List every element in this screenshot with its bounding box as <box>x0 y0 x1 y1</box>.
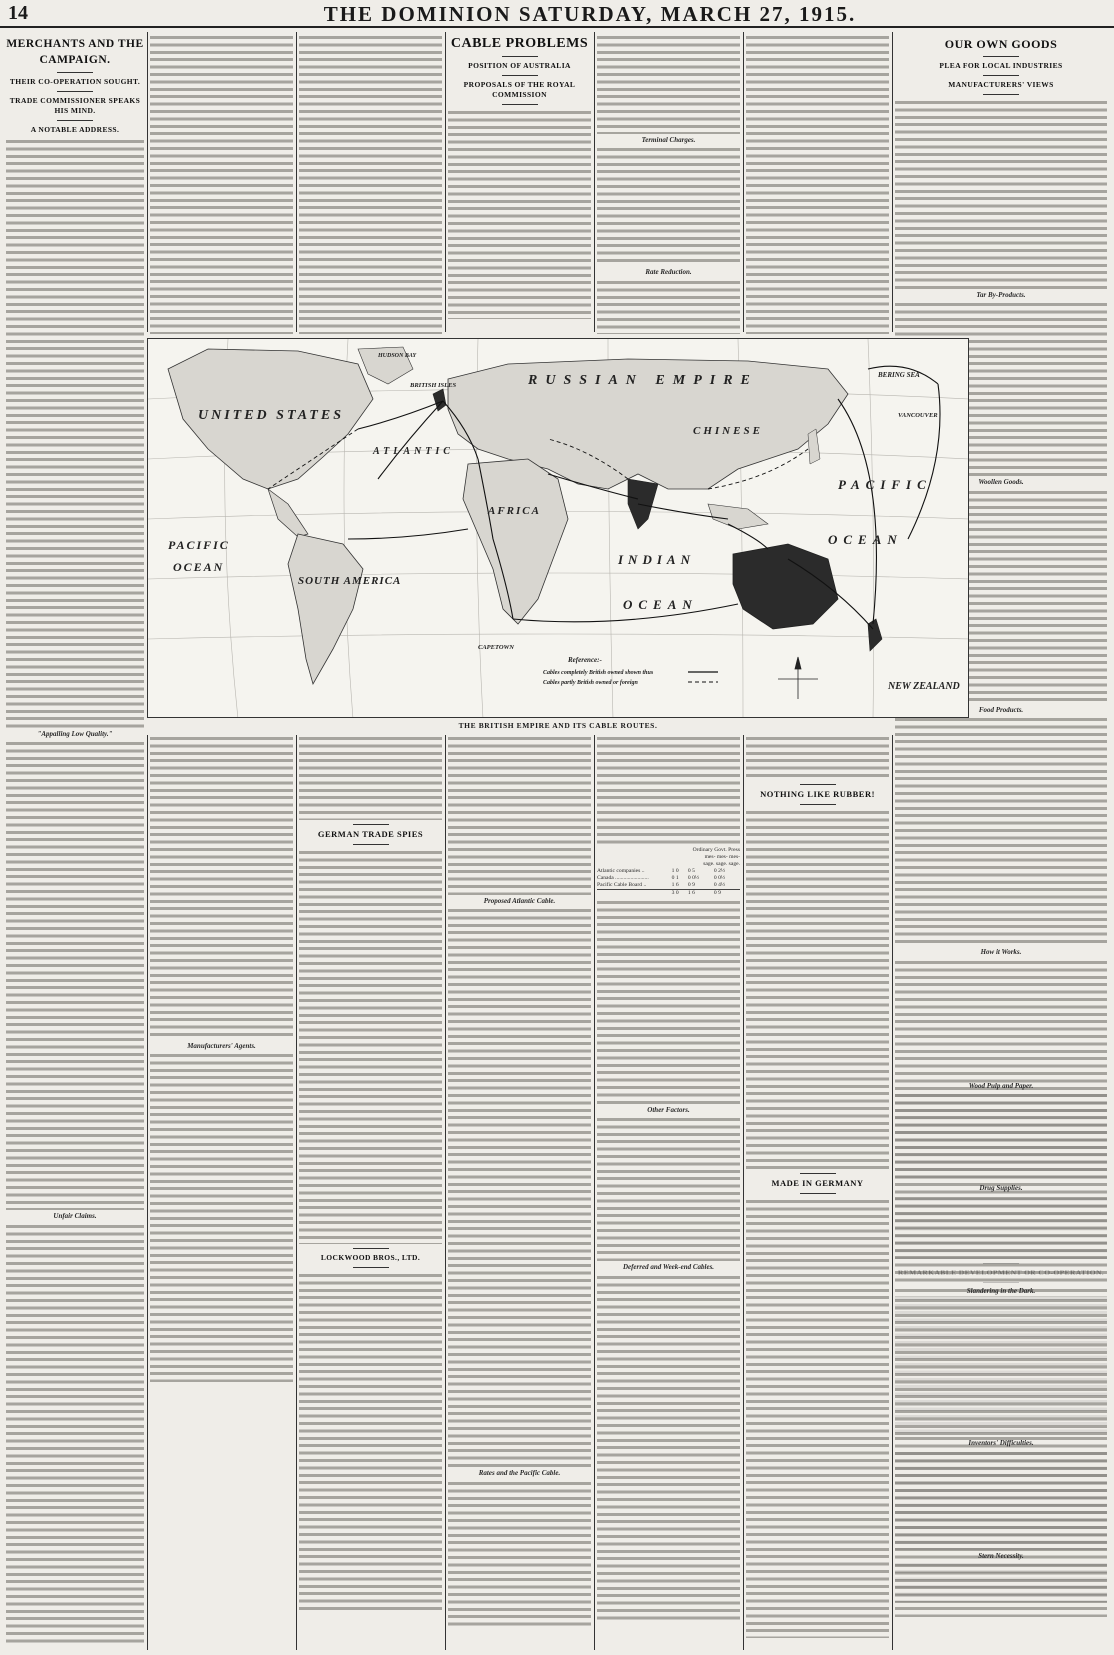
article-body <box>597 899 740 1104</box>
article-body <box>597 34 740 134</box>
subhead-woollen: Woollen Goods. <box>978 478 1024 487</box>
subhead-stern: Stern Necessity. <box>978 1551 1024 1560</box>
cable-rates-table <box>597 847 740 897</box>
map-graphic <box>148 339 969 718</box>
article-body <box>299 1272 442 1612</box>
deck-merchants-2: TRADE COMMISSIONER SPEAKS HIS MIND. <box>9 96 141 115</box>
headline-goods: OUR OWN GOODS <box>944 37 1058 51</box>
map-label-british-isles: BRITISH ISLES <box>410 382 457 389</box>
table-row <box>597 875 740 882</box>
subhead-proposed: Proposed Atlantic Cable. <box>483 897 556 905</box>
column-lower-5 <box>597 735 740 1650</box>
column-rule <box>594 32 595 332</box>
map-label-africa: AFRICA <box>488 505 541 517</box>
table-cell: 1 6 <box>671 882 679 888</box>
divider <box>353 844 389 845</box>
table-cell: 0 1 <box>671 875 679 881</box>
article-body <box>746 809 889 1169</box>
divider <box>353 1267 389 1268</box>
column-lower-6 <box>746 735 889 1650</box>
table-header: sage. sage. sage. <box>703 861 740 867</box>
subhead-appalling: "Appalling Low Quality." <box>37 730 113 738</box>
deck-merchants-1: THEIR CO-OPERATION SOUGHT. <box>9 77 141 86</box>
map-label-russian-empire: RUSSIAN EMPIRE <box>528 373 758 388</box>
map-label-chinese: CHINESE <box>693 425 763 437</box>
divider <box>57 120 93 121</box>
table-cell: Atlantic companies .. <box>597 868 645 874</box>
article-body <box>895 99 1107 289</box>
divider <box>983 94 1019 95</box>
masthead <box>0 0 1114 28</box>
headline-made-in-germany: MADE IN GERMANY <box>771 1178 864 1188</box>
column-goods-lower <box>895 1080 1107 1640</box>
column-merchants-cont <box>150 34 293 334</box>
column-rule <box>445 32 446 332</box>
column-rule <box>892 32 893 332</box>
headline-merchants: MERCHANTS AND THE CAMPAIGN. <box>6 38 144 66</box>
map-label-south-america: SOUTH AMERICA <box>298 575 402 587</box>
divider <box>353 1248 389 1249</box>
article-body <box>895 1092 1107 1182</box>
table-cell: Pacific Cable Board .. <box>597 882 647 888</box>
column-cable-cont2 <box>746 34 889 334</box>
column-cable-cont <box>597 34 740 334</box>
divider <box>502 104 538 105</box>
subhead-manufacturers: Manufacturers' Agents. <box>187 1042 256 1050</box>
map-caption: THE BRITISH EMPIRE AND ITS CABLE ROUTES. <box>458 721 658 730</box>
article-body <box>597 146 740 266</box>
map-label-pacific-right: PACIFIC <box>838 477 932 492</box>
subhead-food: Food Products. <box>978 705 1024 714</box>
subhead-inventors: Inventors' Difficulties. <box>968 1439 1034 1448</box>
article-body <box>895 716 1107 946</box>
divider <box>353 824 389 825</box>
divider <box>800 804 836 805</box>
table-header: Ordinary Govt. Press <box>692 847 740 853</box>
legend-british-owned: Cables completely British owned shown thus <box>543 670 654 676</box>
cable-routes-map <box>147 338 969 718</box>
divider <box>502 56 538 57</box>
deck-merchants-3: A NOTABLE ADDRESS. <box>30 125 120 134</box>
article-body <box>299 34 442 334</box>
table-row <box>597 868 740 875</box>
map-label-ocean-left: OCEAN <box>173 560 225 574</box>
table-cell: Canada ........................ <box>597 875 649 881</box>
map-label-pacific-left: PACIFIC <box>168 538 230 552</box>
column-rule <box>743 32 744 332</box>
article-body <box>597 1116 740 1261</box>
deck-goods-2: MANUFACTURERS' VIEWS <box>948 80 1054 89</box>
article-body <box>746 735 889 780</box>
map-label-hudson-bay: HUDSON BAY <box>378 353 417 359</box>
deck-cable-2: PROPOSALS OF THE ROYAL COMMISSION <box>463 80 576 99</box>
column-rule <box>743 735 744 1650</box>
map-label-atlantic: ATLANTIC <box>373 446 454 457</box>
subhead-slandering: Slandering in the Dark. <box>966 1286 1036 1295</box>
map-label-united-states: UNITED STATES <box>198 408 344 423</box>
column-lower-4 <box>448 735 591 1650</box>
subhead-deferred: Deferred and Week-end Cables. <box>622 1263 715 1272</box>
article-body <box>448 109 591 319</box>
article-body <box>597 735 740 845</box>
article-body <box>150 735 293 1040</box>
headline-german-trade-spies: GERMAN TRADE SPIES <box>317 829 424 839</box>
table-cell: 3 0 <box>671 890 679 896</box>
subhead-other: Other Factors. <box>647 1106 690 1114</box>
article-body <box>150 1052 293 1382</box>
table-cell: 0 0½ <box>687 875 700 881</box>
article-body <box>448 1480 591 1630</box>
article-body <box>6 138 144 728</box>
article-body <box>6 1223 144 1643</box>
subhead-rate: Rate Reduction. <box>645 268 692 277</box>
map-label-indian: INDIAN <box>618 552 695 567</box>
divider <box>800 784 836 785</box>
column-rule <box>147 32 148 332</box>
table-cell: 0 9 <box>713 890 721 896</box>
table-header: mes- mes- mes- <box>704 854 740 860</box>
subhead-wood: Wood Pulp and Paper. <box>968 1082 1034 1090</box>
column-cable <box>448 34 591 334</box>
headline-cable: CABLE PROBLEMS <box>450 36 589 51</box>
legend-reference: Reference:- <box>568 656 602 664</box>
subhead-terminal: Terminal Charges. <box>641 136 696 144</box>
table-cell: 1 6 <box>687 890 695 896</box>
newspaper-title: THE DOMINION SATURDAY, MARCH 27, 1915. <box>323 2 857 26</box>
column-lower-2 <box>150 735 293 1650</box>
article-body <box>597 279 740 334</box>
column-rule <box>147 735 148 1650</box>
article-body <box>150 34 293 334</box>
map-label-vancouver: VANCOUVER <box>898 412 938 419</box>
subhead-rates-pacific: Rates and the Pacific Cable. <box>478 1469 561 1478</box>
article-body <box>746 34 889 334</box>
article-body <box>299 735 442 820</box>
divider <box>800 1193 836 1194</box>
table-cell: 0 2½ <box>713 868 726 874</box>
article-body <box>895 1195 1107 1285</box>
map-label-new-zealand: NEW ZEALAND <box>888 681 960 692</box>
subhead-how: How it Works. <box>980 948 1022 957</box>
article-body <box>6 740 144 1210</box>
subhead-tar: Tar By-Products. <box>976 291 1026 299</box>
divider <box>983 75 1019 76</box>
article-body <box>448 907 591 1467</box>
headline-nothing-like-rubber: NOTHING LIKE RUBBER! <box>760 789 875 799</box>
page-number: 14 <box>8 2 28 24</box>
article-body <box>895 1450 1107 1550</box>
column-merchants-cont2 <box>299 34 442 334</box>
deck-goods-1: PLEA FOR LOCAL INDUSTRIES <box>939 61 1063 70</box>
table-cell: 0 0½ <box>713 875 726 881</box>
column-lower-3 <box>299 735 442 1650</box>
column-rule <box>892 735 893 1650</box>
column-merchants <box>6 34 144 1649</box>
table-cell: 0 4½ <box>713 882 726 888</box>
headline-lockwood: LOCKWOOD BROS., LTD. <box>320 1253 421 1262</box>
table-cell: 0 9 <box>687 882 695 888</box>
divider <box>57 72 93 73</box>
column-rule <box>296 735 297 1650</box>
article-body <box>895 1562 1107 1602</box>
article-body <box>299 849 442 1244</box>
map-label-bering-sea: BERING SEA <box>878 371 920 379</box>
legend-partly-owned: Cables partly British owned or foreign <box>543 680 638 686</box>
map-label-ocean-indian: OCEAN <box>623 597 698 612</box>
table-row <box>597 882 740 890</box>
article-body <box>597 1274 740 1624</box>
article-body <box>448 735 591 895</box>
divider <box>502 75 538 76</box>
table-cell: 1 0 <box>671 868 679 874</box>
map-label-capetown: CAPETOWN <box>478 644 514 651</box>
map-label-ocean-right: OCEAN <box>828 532 903 547</box>
column-rule <box>296 32 297 332</box>
table-cell: 0 5 <box>687 868 695 874</box>
subhead-unfair: Unfair Claims. <box>53 1212 97 1221</box>
article-body <box>895 1297 1107 1437</box>
spacer <box>895 735 1107 736</box>
article-body <box>746 1198 889 1638</box>
column-rule <box>445 735 446 1650</box>
table-total-row <box>597 890 740 898</box>
deck-cable-1: POSITION OF AUSTRALIA <box>468 61 571 70</box>
divider <box>800 1173 836 1174</box>
divider <box>983 56 1019 57</box>
column-rule <box>594 735 595 1650</box>
divider <box>57 91 93 92</box>
subhead-drug: Drug Supplies. <box>979 1184 1023 1193</box>
